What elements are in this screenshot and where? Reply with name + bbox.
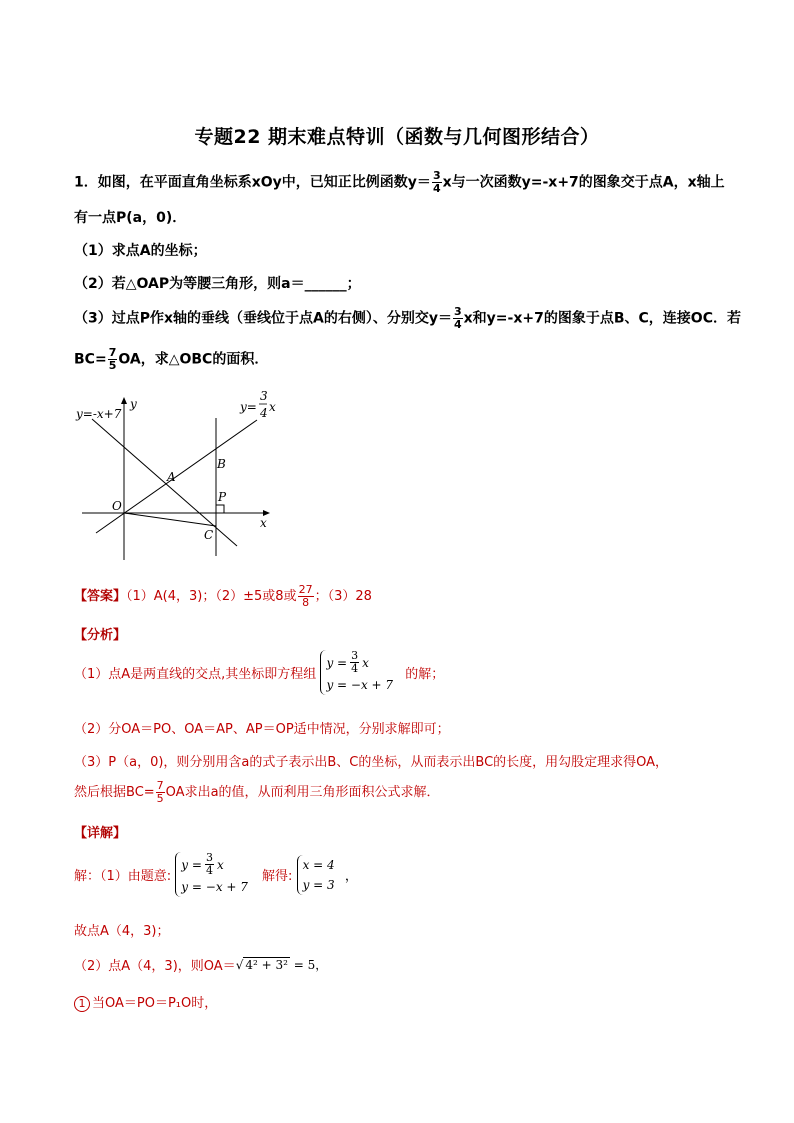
fraction-3-4: $\frac{3}{4}$ — [454, 305, 462, 331]
fraction-3-4: $\frac{3}{4}$ — [432, 169, 441, 195]
analysis-line-4: 然后根据BC= $\frac{7}{5}$ OA求出a的值，从而利用三角形面积公式求解． — [74, 779, 440, 805]
detail-line-4: 1 当OA＝PO＝P₁O时， — [74, 992, 217, 1012]
right-angle-marker — [216, 505, 224, 513]
label-y-axis: y — [130, 397, 137, 411]
fraction-7-5: $\frac{7}{5}$ — [108, 346, 117, 372]
solution-system: x = 4 y = 3 — [297, 855, 335, 895]
label-x-axis: x — [260, 516, 267, 530]
page-title: 专题22 期末难点特训（函数与几何图形结合） — [194, 126, 600, 148]
line-three-quarters-x — [96, 420, 257, 533]
label-line-pos-num: 3 — [260, 389, 268, 403]
analysis-line-1: （1）点A是两直线的交点,其坐标即方程组 y = $\frac{3}{4}$ x y = −x + 7 的解； — [74, 650, 444, 695]
answer-line: 【答案】（1）A(4，3)；（2）±5或8或 $\frac{27}{8}$ ；（3）28 — [74, 583, 372, 609]
label-point-p: P — [218, 490, 227, 504]
coordinate-figure — [74, 388, 284, 563]
question-2: （2）若△OAP为等腰三角形，则a＝______； — [74, 276, 361, 292]
analysis-line-2: （2）分OA＝PO、OA＝AP、AP＝OP适中情况，分别求解即可； — [74, 722, 450, 737]
label-point-a: A — [167, 470, 176, 484]
label-line-pos-den: 4 — [260, 406, 268, 420]
problem-text-1b: x与一次函数y=-x+7的图象交于点A，x轴上 — [442, 174, 725, 191]
question-3: （3）过点P作x轴的垂线（垂线位于点A的右侧）、分别交y＝ $\frac{3}{4}$ x和y=-x+7的图象于点B、C，连接OC．若 — [74, 305, 741, 331]
sqrt-expression: √ 4² + 3² = 5， — [235, 958, 328, 972]
label-line-pos-pre: y= — [240, 400, 257, 414]
analysis-line-3: （3）P（a，0)，则分别用含a的式子表示出B、C的坐标，从而表示出BC的长度，用勾股定理求得OA， — [74, 755, 669, 770]
line-neg-x-plus-7 — [92, 419, 237, 546]
equation-system: y = $\frac{3}{4}$ x y = −x + 7 — [320, 650, 393, 695]
problem-text-1a: 1．如图，在平面直角坐标系xOy中，已知正比例函数y＝ — [74, 174, 431, 191]
y-axis-arrow — [121, 397, 127, 404]
analysis-tag: 【分析】 — [74, 628, 127, 643]
answer-tag: 【答案】 — [74, 589, 127, 604]
problem-line-1 — [74, 170, 725, 195]
question-3-cont: BC= $\frac{7}{5}$ OA，求△OBC的面积． — [74, 346, 269, 372]
label-line-neg: y=-x+7 — [76, 407, 122, 421]
fraction-27-8: $\frac{27}{8}$ — [298, 583, 313, 609]
detail-line-2: 故点A（4，3)； — [74, 924, 170, 939]
question-1: （1）求点A的坐标； — [74, 243, 207, 259]
detail-line-3: （2）点A（4，3)，则OA＝√ 4² + 3² = 5， — [74, 958, 328, 974]
label-point-c: C — [204, 528, 214, 542]
label-point-b: B — [217, 457, 226, 471]
equation-system: y = $\frac{3}{4}$ x y = −x + 7 — [175, 852, 248, 897]
detail-tag: 【详解】 — [74, 826, 127, 841]
label-origin: O — [112, 499, 122, 513]
detail-line-1: 解：（1）由题意: y = $\frac{3}{4}$ x y = −x + 7 解得: x = 4 y = 3 ， — [74, 852, 358, 897]
circled-number-1: 1 — [74, 996, 90, 1012]
fraction-7-5: $\frac{7}{5}$ — [156, 779, 164, 805]
problem-line-2: 有一点P(a，0)． — [74, 210, 187, 226]
label-line-pos-post: x — [269, 400, 276, 414]
